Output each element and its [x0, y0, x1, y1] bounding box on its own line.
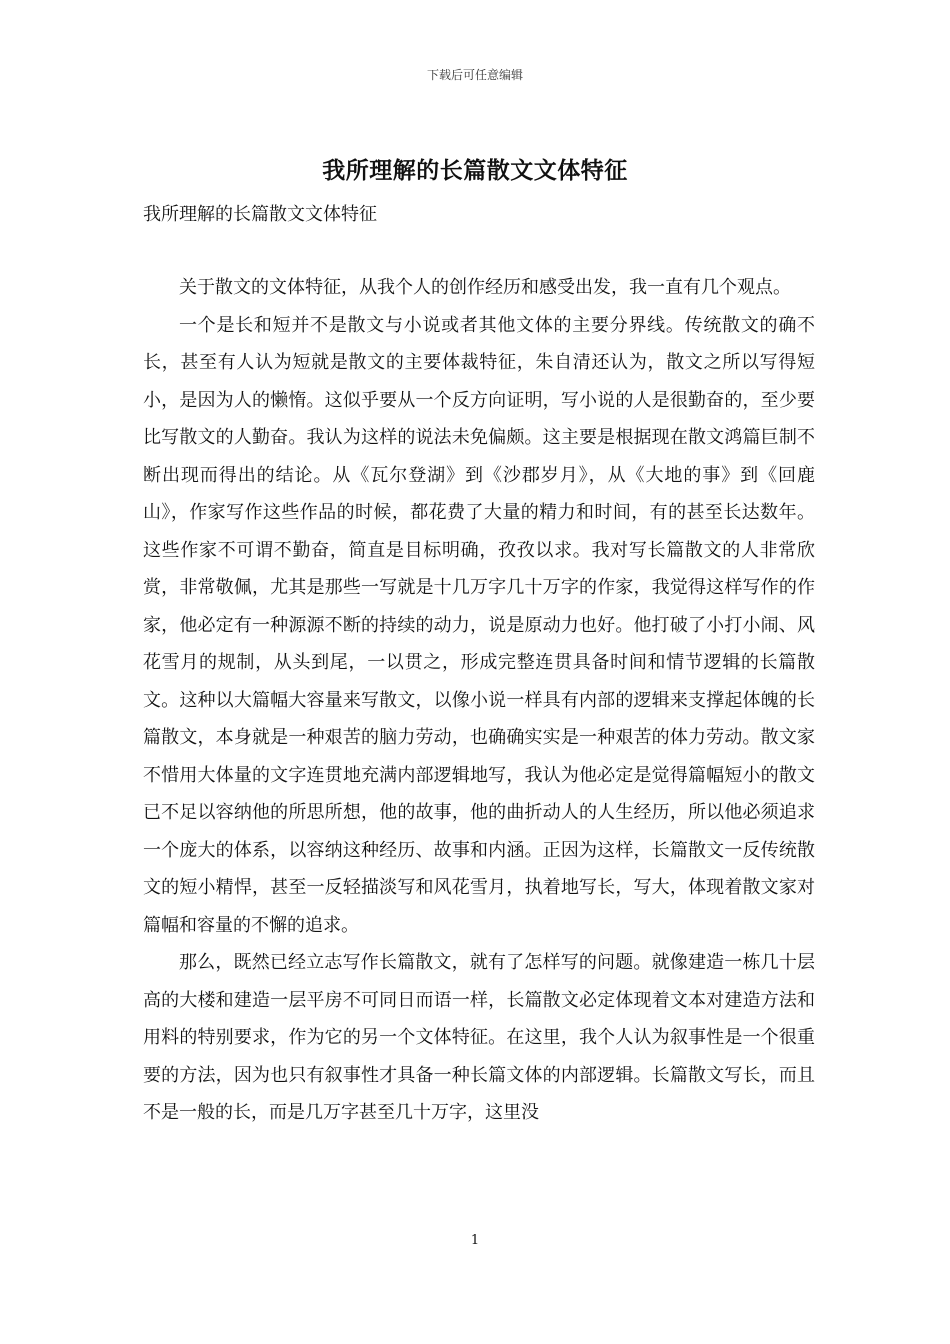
- paragraph-3: 那么，既然已经立志写作长篇散文，就有了怎样写的问题。就像建造一栋几十层高的大楼和建造一层平房不可同日而语一样，长篇散文必定体现着文本对建造方法和用料的特别要求，作为它的另一个文体特征。在这里，我个人认为叙事性是一个很重要的方法，因为也只有叙事性才具备一种长篇文体的内部逻辑。长篇散文写长，而且不是一般的长，而是几万字甚至几十万字，这里没: [143, 952, 815, 1123]
- document-subtitle: 我所理解的长篇散文文体特征: [143, 204, 377, 225]
- document-body: [143, 269, 815, 1132]
- page-number: 1: [470, 1233, 480, 1248]
- paragraph-2: 一个是长和短并不是散文与小说或者其他文体的主要分界线。传统散文的确不长，甚至有人认为短就是散文的主要体裁特征，朱自清还认为，散文之所以写得短小，是因为人的懒惰。这似乎要从一个反方向证明，写小说的人是很勤奋的，至少要比写散文的人勤奋。我认为这样的说法未免偏颇。这主要是根据现在散文鸿篇巨制不断出现而得出的结论。从《瓦尔登湖》到《沙郡岁月》，从《大地的事》到《回鹿山》，作家写作这些作品的时候，都花费了大量的精力和时间，有的甚至长达数年。这些作家不可谓不勤奋，简直是目标明确，孜孜以求。我对写长篇散文的人非常欣赏，非常敬佩，尤其是那些一写就是十几万字几十万字的作家，我觉得这样写作的作家，他必定有一种源源不断的持续的动力，说是原动力也好。他打破了小打小闹、风花雪月的规制，从头到尾，一以贯之，形成完整连贯具备时间和情节逻辑的长篇散文。这种以大篇幅大容量来写散文，以像小说一样具有内部的逻辑来支撑起体魄的长篇散文，本身就是一种艰苦的脑力劳动，也确确实实是一种艰苦的体力劳动。散文家不惜用大体量的文字连贯地充满内部逻辑地写，我认为他必定是觉得篇幅短小的散文已不足以容纳他的所思所想，他的故事，他的曲折动人的人生经历，所以他必须追求一个庞大的体系，以容纳这种经历、故事和内涵。正因为这样，长篇散文一反传统散文的短小精悍，甚至一反轻描淡写和风花雪月，执着地写长，写大，体现着散文家对篇幅和容量的不懈的追求。: [143, 314, 815, 936]
- paragraph-1: 关于散文的文体特征，从我个人的创作经历和感受出发，我一直有几个观点。: [179, 277, 791, 298]
- header-note: 下载后可任意编辑: [426, 68, 523, 82]
- document-title: 我所理解的长篇散文文体特征: [322, 157, 628, 184]
